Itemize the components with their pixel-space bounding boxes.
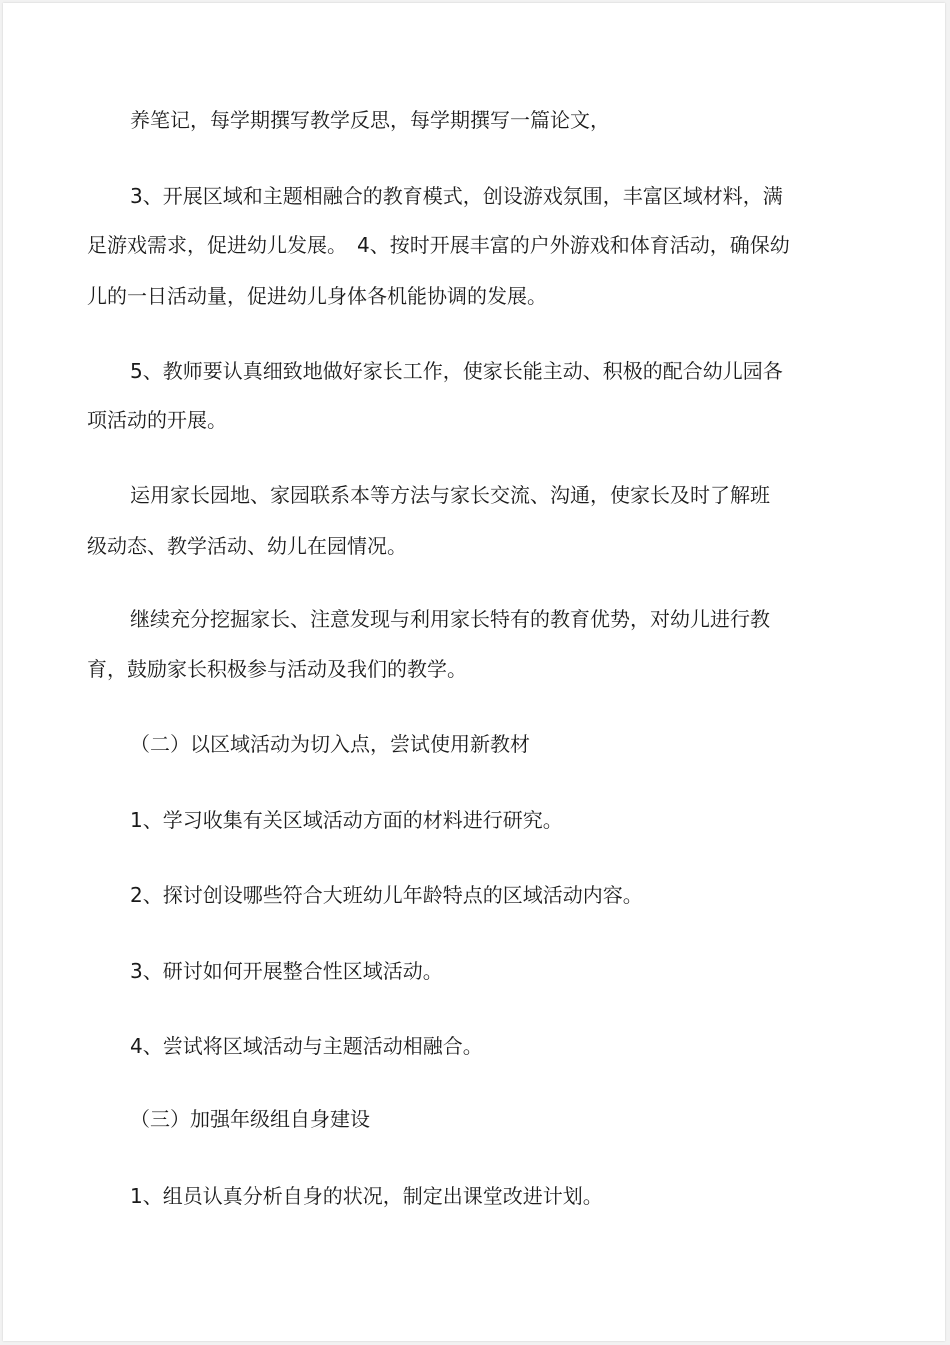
paragraph-parents-line-1: 运用家长园地、家园联系本等方法与家长交流、沟通，使家长及时了解班 [130,483,770,507]
section-heading-3: （三）加强年级组自身建设 [130,1107,370,1131]
text-line-continuation: 养笔记，每学期撰写教学反思，每学期撰写一篇论文， [130,108,610,132]
section-heading-2: （二）以区域活动为切入点，尝试使用新教材 [130,732,530,756]
list-item-1-section-3: 1、组员认真分析自身的状况，制定出课堂改进计划。 [130,1184,603,1208]
list-item-2: 2、探讨创设哪些符合大班幼儿年龄特点的区域活动内容。 [130,883,643,907]
list-item-4: 4、尝试将区域活动与主题活动相融合。 [130,1034,483,1058]
list-item-4-line-end: 儿的一日活动量，促进幼儿身体各机能协调的发展。 [87,284,547,308]
paragraph-education-line-1: 继续充分挖掘家长、注意发现与利用家长特有的教育优势，对幼儿进行教 [130,607,770,631]
list-item-5-line-2: 项活动的开展。 [87,408,227,432]
list-item-3: 3、研讨如何开展整合性区域活动。 [130,959,443,983]
document-page [3,3,945,1341]
list-item-5-line-1: 5、教师要认真细致地做好家长工作，使家长能主动、积极的配合幼儿园各 [130,359,783,383]
paragraph-education-line-2: 育，鼓励家长积极参与活动及我们的教学。 [87,657,467,681]
paragraph-parents-line-2: 级动态、教学活动、幼儿在园情况。 [87,534,407,558]
list-item-3-line-1: 3、开展区域和主题相融合的教育模式，创设游戏氛围，丰富区域材料，满 [130,184,783,208]
list-item-3-line-2: 足游戏需求，促进幼儿发展。 4、按时开展丰富的户外游戏和体育活动，确保幼 [87,233,790,257]
list-item-1: 1、学习收集有关区域活动方面的材料进行研究。 [130,808,563,832]
